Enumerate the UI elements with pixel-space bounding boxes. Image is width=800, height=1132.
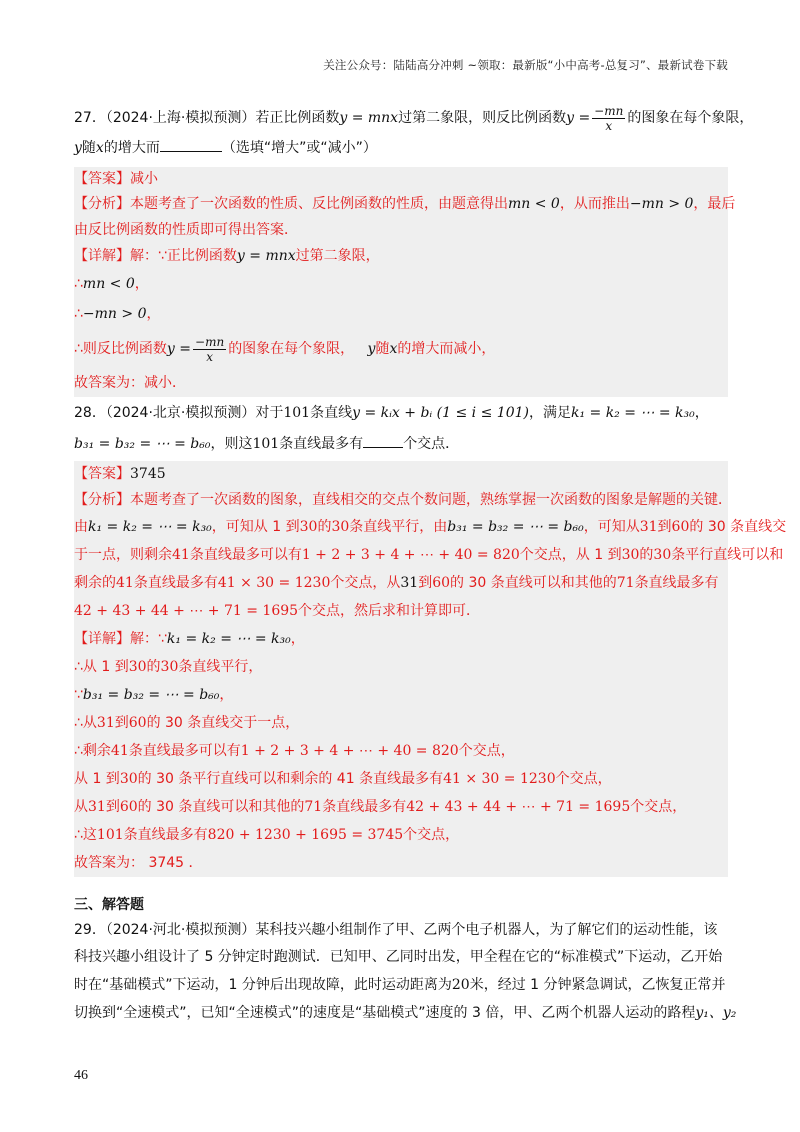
q29-line4: 切换到“全速模式”，已知“全速模式”的速度是“基础模式”速度的 3 倍，甲、乙两个机器人运动的路程y₁、y₂	[74, 1005, 737, 1021]
q27-detail-line2: ∴mn < 0，	[74, 276, 149, 292]
fraction: $\frac{-mn}{x}$	[594, 103, 624, 133]
q28-analysis-line3: 于一点，则剩余41条直线最多可以有1 + 2 + 3 + 4 + ⋯ + 40 = 820个交点，从 1 到30的30条平行直线可以和	[74, 547, 784, 563]
q27-stem-line1: 27．（2024·上海·模拟预测）若正比例函数y = mnx过第二象限，则反比例函数y = $\frac{-mn}{x}$ 的图象在每个象限，	[74, 103, 754, 133]
q28-final: 故答案为： 3745 ．	[74, 855, 203, 871]
q28-detail-line7: 从31到60的 30 条直线可以和其他的71条直线最多有42 + 43 + 44 + ⋯ + 71 = 1695个交点，	[74, 799, 687, 815]
section-heading: 三、解答题	[74, 897, 144, 913]
q27-analysis-line2: 由反比例函数的性质即可得出答案．	[74, 222, 298, 238]
q28-analysis-line1: 【分析】本题考查了一次函数的图象，直线相交的交点个数问题，熟练掌握一次函数的图象是解题的关键．	[74, 492, 732, 508]
q28-analysis-line5: 42 + 43 + 44 + ⋯ + 71 = 1695个交点，然后求和计算即可．	[74, 603, 481, 619]
q28-solution-block	[74, 461, 787, 877]
q28-analysis-line2: 由k₁ = k₂ = ⋯ = k₃₀，可知从 1 到30的30条直线平行，由b₃₁ = b₃₂ = ⋯ = b₆₀，可知从31到60的 30 条直线交	[74, 519, 787, 535]
q28-detail-line4: ∴从31到60的 30 条直线交于一点，	[74, 715, 300, 731]
q27-detail-line4: ∴则反比例函数y = $\frac{-mn}{x}$ 的图象在每个象限， y随x的增大而减小，	[74, 334, 496, 364]
q28-detail-line8: ∴这101条直线最多有820 + 1230 + 1695 = 3745个交点，	[74, 827, 460, 843]
q28-answer: 【答案】3745	[74, 466, 166, 482]
q27-answer: 【答案】减小	[74, 171, 158, 187]
q27-detail-line1: 【详解】解：∵正比例函数y = mnx过第二象限，	[74, 248, 380, 264]
q29-line1: 29．（2024·河北·模拟预测）某科技兴趣小组制作了甲、乙两个电子机器人，为了解它们的运动性能，该	[74, 922, 718, 938]
q28-analysis-line4: 剩余的41条直线最多有41 × 30 = 1230个交点，从31到60的 30 条直线可以和其他的71条直线最多有	[74, 575, 719, 591]
q28-detail-line2: ∴从 1 到30的30条直线平行，	[74, 659, 263, 675]
answer-blank	[363, 447, 403, 448]
page-content	[74, 103, 787, 1027]
q28-stem-line1: 28．（2024·北京·模拟预测）对于101条直线y = kᵢx + bᵢ (1 ≤ i ≤ 101)，满足k₁ = k₂ = ⋯ = k₃₀，	[74, 405, 709, 421]
q28-detail-line3: ∵b₃₁ = b₃₂ = ⋯ = b₆₀，	[74, 687, 234, 703]
q27-solution-block	[74, 167, 736, 397]
q29-line2: 科技兴趣小组设计了 5 分钟定时跑测试．已知甲、乙同时出发，甲全程在它的“标准模式”下运动，乙开始	[74, 949, 723, 965]
q28-detail-line6: 从 1 到30的 30 条平行直线可以和剩余的 41 条直线最多有41 × 30 = 1230个交点，	[74, 771, 612, 787]
q27-final: 故答案为：减小．	[74, 375, 186, 391]
q28-detail-line5: ∴剩余41条直线最多可以有1 + 2 + 3 + 4 + ⋯ + 40 = 820个交点，	[74, 743, 515, 759]
answer-blank	[160, 151, 222, 152]
q27-detail-line3: ∴−mn > 0，	[74, 306, 161, 322]
q28-stem-line2: b₃₁ = b₃₂ = ⋯ = b₆₀，则这101条直线最多有 个交点．	[74, 436, 460, 452]
q27-stem-line2: y随x的增大而 （选填“增大”或“减小”）	[74, 140, 377, 156]
page-number: 46	[74, 1068, 88, 1083]
q29-line3: 时在“基础模式”下运动，1 分钟后出现故障，此时运动距离为20米，经过 1 分钟紧急调试，乙恢复正常并	[74, 977, 726, 993]
q28-detail-line1: 【详解】解：∵k₁ = k₂ = ⋯ = k₃₀，	[74, 631, 305, 647]
page-header: 关注公众号：陆陆高分冲刺 ~领取：最新版“小中高考-总复习”、最新试卷下载	[323, 58, 728, 72]
fraction: $\frac{-mn}{x}$	[195, 334, 225, 364]
q27-analysis-line1: 【分析】本题考查了一次函数的性质、反比例函数的性质，由题意得出mn < 0，从而推出−mn > 0，最后	[74, 196, 736, 212]
